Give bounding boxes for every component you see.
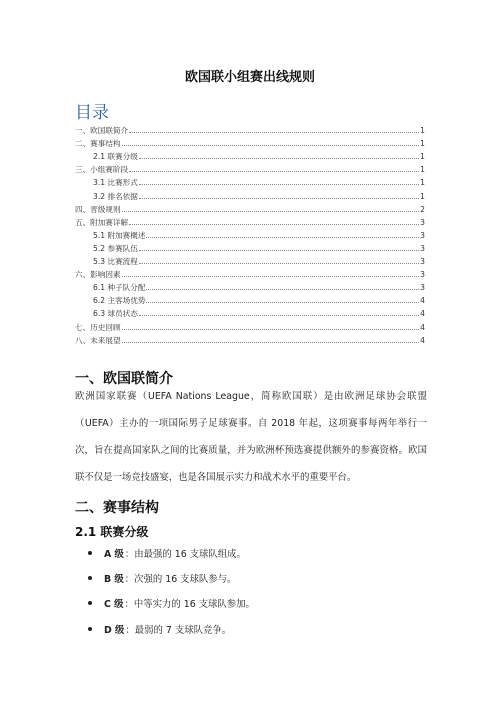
toc-entry-text: 五、附加赛详解 bbox=[75, 217, 129, 227]
tier-description: ：中等实力的 16 支球队参加。 bbox=[124, 599, 255, 611]
toc-entry-text: 二、赛事结构 bbox=[75, 139, 121, 149]
toc-entry-page: 4 bbox=[420, 309, 425, 319]
toc-entry[interactable] bbox=[75, 240, 425, 253]
toc-entry[interactable] bbox=[75, 135, 425, 148]
toc-leader-dots bbox=[139, 198, 419, 199]
tier-description: ：最弱的 7 支球队竞争。 bbox=[125, 624, 232, 636]
toc-entry[interactable] bbox=[75, 214, 425, 227]
toc-entry-page: 3 bbox=[420, 257, 425, 267]
toc-entry-page: 1 bbox=[420, 165, 425, 175]
toc-entry[interactable] bbox=[75, 318, 425, 331]
list-item bbox=[88, 591, 418, 616]
toc-entry[interactable] bbox=[75, 174, 425, 187]
list-item bbox=[88, 616, 418, 641]
toc-entry-page: 1 bbox=[420, 152, 425, 162]
document-title: 欧国联小组赛出线规则 bbox=[184, 70, 315, 85]
toc-entry-page: 1 bbox=[420, 126, 425, 136]
toc-entry-text: 三、小组赛阶段 bbox=[75, 165, 129, 175]
toc-leader-dots bbox=[122, 211, 420, 212]
subsection-heading-tiers: 2.1 联赛分级 bbox=[75, 525, 149, 539]
tier-label: A 级 bbox=[104, 548, 124, 560]
toc-leader-dots bbox=[139, 315, 419, 316]
toc-entry-page: 3 bbox=[420, 243, 425, 253]
toc-entry-page: 1 bbox=[420, 139, 425, 149]
toc-entry[interactable] bbox=[75, 148, 425, 161]
toc-leader-dots bbox=[139, 158, 419, 159]
toc-entry[interactable] bbox=[75, 292, 425, 305]
toc-entry[interactable] bbox=[75, 253, 425, 266]
list-item bbox=[88, 540, 418, 565]
toc-entry-text: 3.1 比赛形式 bbox=[93, 178, 138, 188]
toc-leader-dots bbox=[146, 289, 419, 290]
toc-entry-text: 2.1 联赛分级 bbox=[93, 152, 138, 162]
toc-entry[interactable] bbox=[75, 227, 425, 240]
section-heading-intro: 一、欧国联简介 bbox=[75, 371, 173, 387]
toc-heading: 目录 bbox=[75, 103, 109, 123]
intro-paragraph: 欧洲国家联赛（UEFA Nations League，简称欧国联）是由欧洲足球协会联盟（UEFA）主办的一项国际男子足球赛事。自 2018 年起，这项赛事每两年举行一次，旨在提高国家队之间的比赛质量，并为欧洲杯预选赛提供额外的参赛资格。欧国联不仅是一场竞技盛宴，也是各国展示实力和战术水平的重要平台。 bbox=[75, 391, 427, 483]
toc-entry-page: 3 bbox=[420, 217, 425, 227]
toc-entry[interactable] bbox=[75, 305, 425, 318]
toc-entry-text: 6.2 主客场优势 bbox=[93, 296, 146, 306]
toc-entry-text: 八、未来展望 bbox=[75, 335, 121, 345]
table-of-contents bbox=[75, 122, 425, 345]
toc-entry-page: 1 bbox=[420, 178, 425, 188]
toc-entry-page: 3 bbox=[420, 283, 425, 293]
toc-entry-text: 6.3 球员状态 bbox=[93, 309, 138, 319]
toc-leader-dots bbox=[139, 250, 419, 251]
toc-entry-text: 七、历史回顾 bbox=[75, 322, 121, 332]
tier-label: D 级 bbox=[104, 624, 125, 636]
toc-leader-dots bbox=[146, 302, 419, 303]
toc-entry-text: 一、欧国联简介 bbox=[75, 126, 129, 136]
toc-leader-dots bbox=[122, 276, 420, 277]
toc-leader-dots bbox=[122, 145, 420, 146]
toc-entry-page: 4 bbox=[420, 322, 425, 332]
toc-entry[interactable] bbox=[75, 201, 425, 214]
tier-description: ：由最强的 16 支球队组成。 bbox=[124, 548, 246, 560]
toc-entry[interactable] bbox=[75, 122, 425, 135]
toc-leader-dots bbox=[129, 171, 419, 172]
toc-entry[interactable] bbox=[75, 187, 425, 200]
toc-entry-text: 六、影响因素 bbox=[75, 270, 121, 280]
bullet-icon bbox=[88, 576, 92, 580]
toc-entry[interactable] bbox=[75, 332, 425, 345]
list-item bbox=[88, 565, 418, 590]
toc-entry-page: 1 bbox=[420, 191, 425, 201]
toc-entry-text: 3.2 排名依据 bbox=[93, 191, 138, 201]
toc-leader-dots bbox=[122, 342, 420, 343]
bullet-icon bbox=[88, 551, 92, 555]
toc-leader-dots bbox=[146, 237, 419, 238]
toc-leader-dots bbox=[129, 132, 419, 133]
bullet-icon bbox=[88, 601, 92, 605]
toc-entry-text: 5.1 附加赛概述 bbox=[93, 230, 146, 240]
bullet-icon bbox=[88, 627, 92, 631]
tier-label: B 级 bbox=[104, 573, 124, 585]
toc-leader-dots bbox=[139, 263, 419, 264]
toc-entry[interactable] bbox=[75, 266, 425, 279]
toc-leader-dots bbox=[122, 329, 420, 330]
toc-entry-text: 四、晋级规则 bbox=[75, 204, 121, 214]
toc-leader-dots bbox=[139, 184, 419, 185]
toc-entry[interactable] bbox=[75, 279, 425, 292]
tier-description: ：次强的 16 支球队参与。 bbox=[124, 573, 237, 585]
tier-list bbox=[88, 540, 418, 641]
toc-entry-page: 4 bbox=[420, 296, 425, 306]
section-heading-structure: 二、赛事结构 bbox=[75, 500, 159, 516]
toc-entry-text: 5.3 比赛流程 bbox=[93, 257, 138, 267]
toc-entry-page: 3 bbox=[420, 270, 425, 280]
tier-label: C 级 bbox=[104, 599, 124, 611]
toc-entry-page: 4 bbox=[420, 335, 425, 345]
toc-entry-text: 5.2 参赛队伍 bbox=[93, 243, 138, 253]
toc-entry-page: 2 bbox=[420, 204, 425, 214]
toc-entry-text: 6.1 种子队分配 bbox=[93, 283, 146, 293]
toc-leader-dots bbox=[129, 224, 419, 225]
toc-entry-page: 3 bbox=[420, 230, 425, 240]
toc-entry[interactable] bbox=[75, 161, 425, 174]
